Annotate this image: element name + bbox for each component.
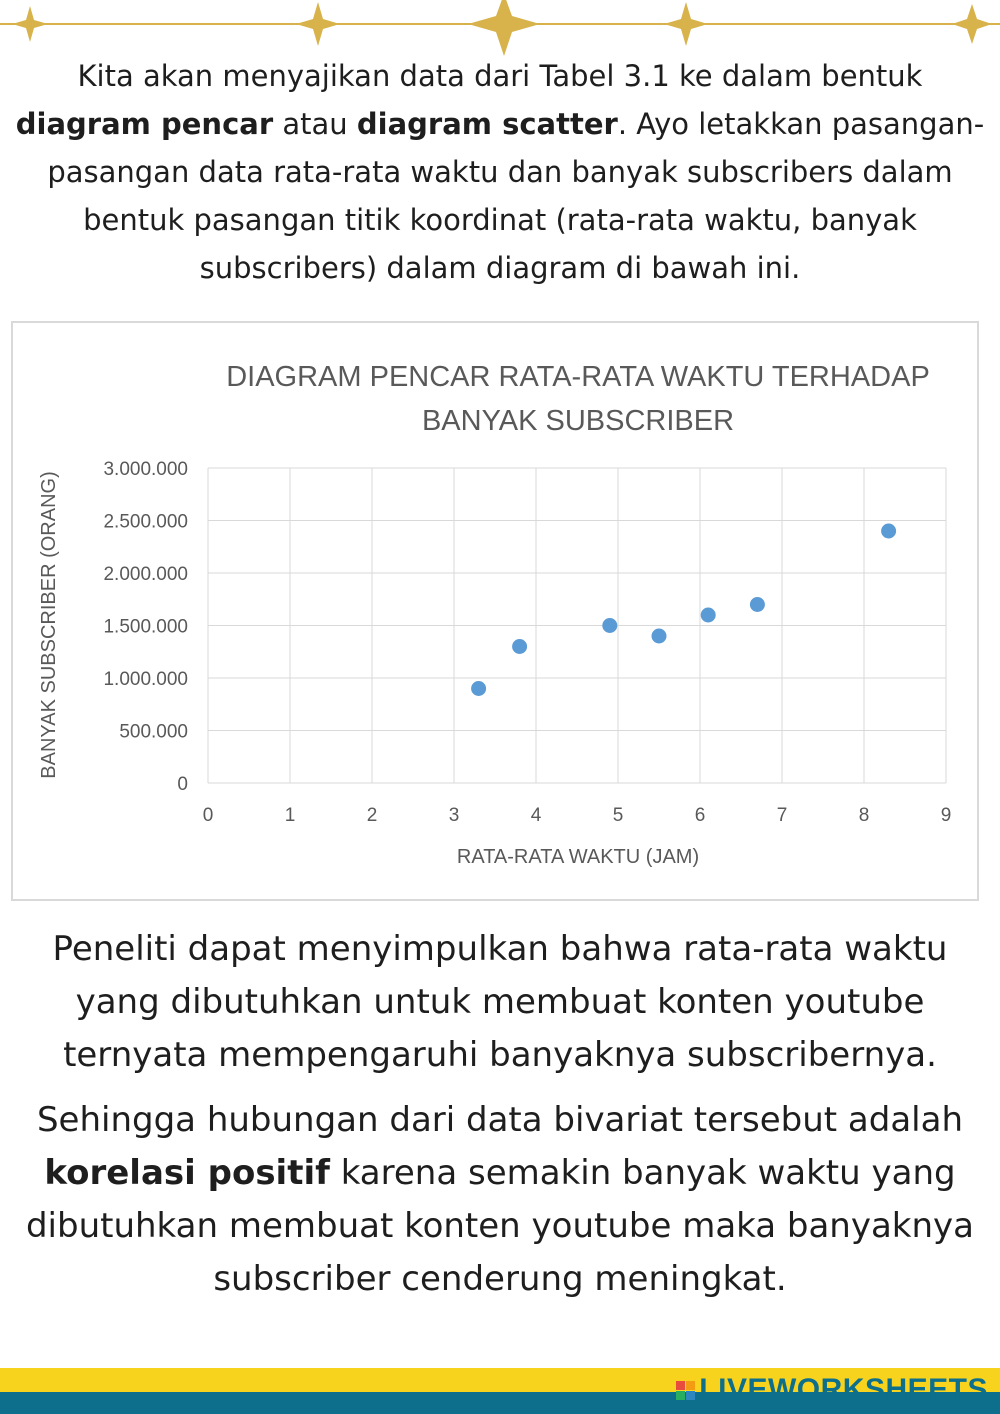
scatter-chart <box>11 321 979 901</box>
sparkle-icon <box>296 2 340 46</box>
conclusion-paragraph-2 <box>10 1094 990 1306</box>
intro-text: atau <box>273 107 357 141</box>
sparkle-icon <box>12 6 48 42</box>
intro-bold-term: diagram pencar <box>15 107 274 141</box>
x-tick-label: 3 <box>448 805 460 826</box>
intro-text: Kita akan menyajikan data dari Tabel 3.1 ke dalam bentuk <box>77 59 923 93</box>
data-point <box>881 524 896 539</box>
chart-ticks <box>103 459 951 826</box>
sparkle-icon <box>664 2 708 46</box>
liveworksheets-logo-icon <box>676 1381 695 1400</box>
y-tick-label: 1.000.000 <box>103 669 188 690</box>
conclusion-paragraph-1: Peneliti dapat menyimpulkan bahwa rata-rata waktu yang dibutuhkan untuk membuat konten youtube ternyata mempengaruhi banyaknya subscribernya. <box>52 929 948 1075</box>
x-tick-label: 7 <box>776 805 788 826</box>
chart-title-line2: BANYAK SUBSCRIBER <box>421 405 735 437</box>
x-tick-label: 6 <box>694 805 706 826</box>
x-axis-label: RATA-RATA WAKTU (JAM) <box>456 846 700 868</box>
intro-paragraph <box>10 52 990 292</box>
y-tick-label: 2.000.000 <box>103 564 188 585</box>
y-axis-label: BANYAK SUBSCRIBER (ORANG) <box>38 471 60 779</box>
data-point <box>652 629 667 644</box>
y-tick-label: 500.000 <box>119 721 188 743</box>
conclusion-text: Sehingga hubungan dari data bivariat tersebut adalah <box>36 1100 964 1140</box>
x-tick-label: 1 <box>284 805 296 826</box>
intro-text: . Ayo letakkan pasangan-pasangan data rata-rata waktu dan banyak subscribers dalam bentuk pasangan titik koordinat (rata-rata waktu, banyak subscribers) dalam diagram di bawah ini. <box>47 107 985 285</box>
y-tick-label: 1.500.000 <box>103 616 188 638</box>
data-point <box>602 618 617 633</box>
data-point <box>750 597 765 612</box>
data-point <box>701 608 716 623</box>
brand-name: LIVEWORKSHEETS <box>699 1373 988 1406</box>
chart-points <box>471 524 896 697</box>
chart-grid <box>208 468 946 783</box>
y-tick-label: 3.000.000 <box>103 459 188 480</box>
chart-title-line1: DIAGRAM PENCAR RATA-RATA WAKTU TERHADAP <box>226 361 930 393</box>
y-tick-label: 0 <box>177 774 188 795</box>
x-tick-label: 4 <box>530 805 542 826</box>
x-tick-label: 5 <box>612 805 624 826</box>
x-tick-label: 0 <box>202 805 214 826</box>
data-point <box>512 639 527 654</box>
conclusion-bold-term: korelasi positif <box>44 1153 330 1193</box>
sparkle-icon <box>468 0 540 56</box>
y-tick-label: 2.500.000 <box>103 511 188 533</box>
scatter-chart-svg <box>13 323 977 899</box>
top-decoration <box>0 0 1000 60</box>
x-tick-label: 2 <box>366 805 378 826</box>
sparkle-icon <box>952 4 992 44</box>
conclusion-text: karena semakin banyak waktu yang dibutuhkan membuat konten youtube maka banyaknya subscriber cenderung meningkat. <box>25 1153 975 1299</box>
data-point <box>471 681 486 696</box>
x-tick-label: 9 <box>940 805 952 826</box>
intro-bold-term: diagram scatter <box>356 107 618 141</box>
x-tick-label: 8 <box>858 805 870 826</box>
liveworksheets-logo[interactable] <box>676 1372 988 1408</box>
